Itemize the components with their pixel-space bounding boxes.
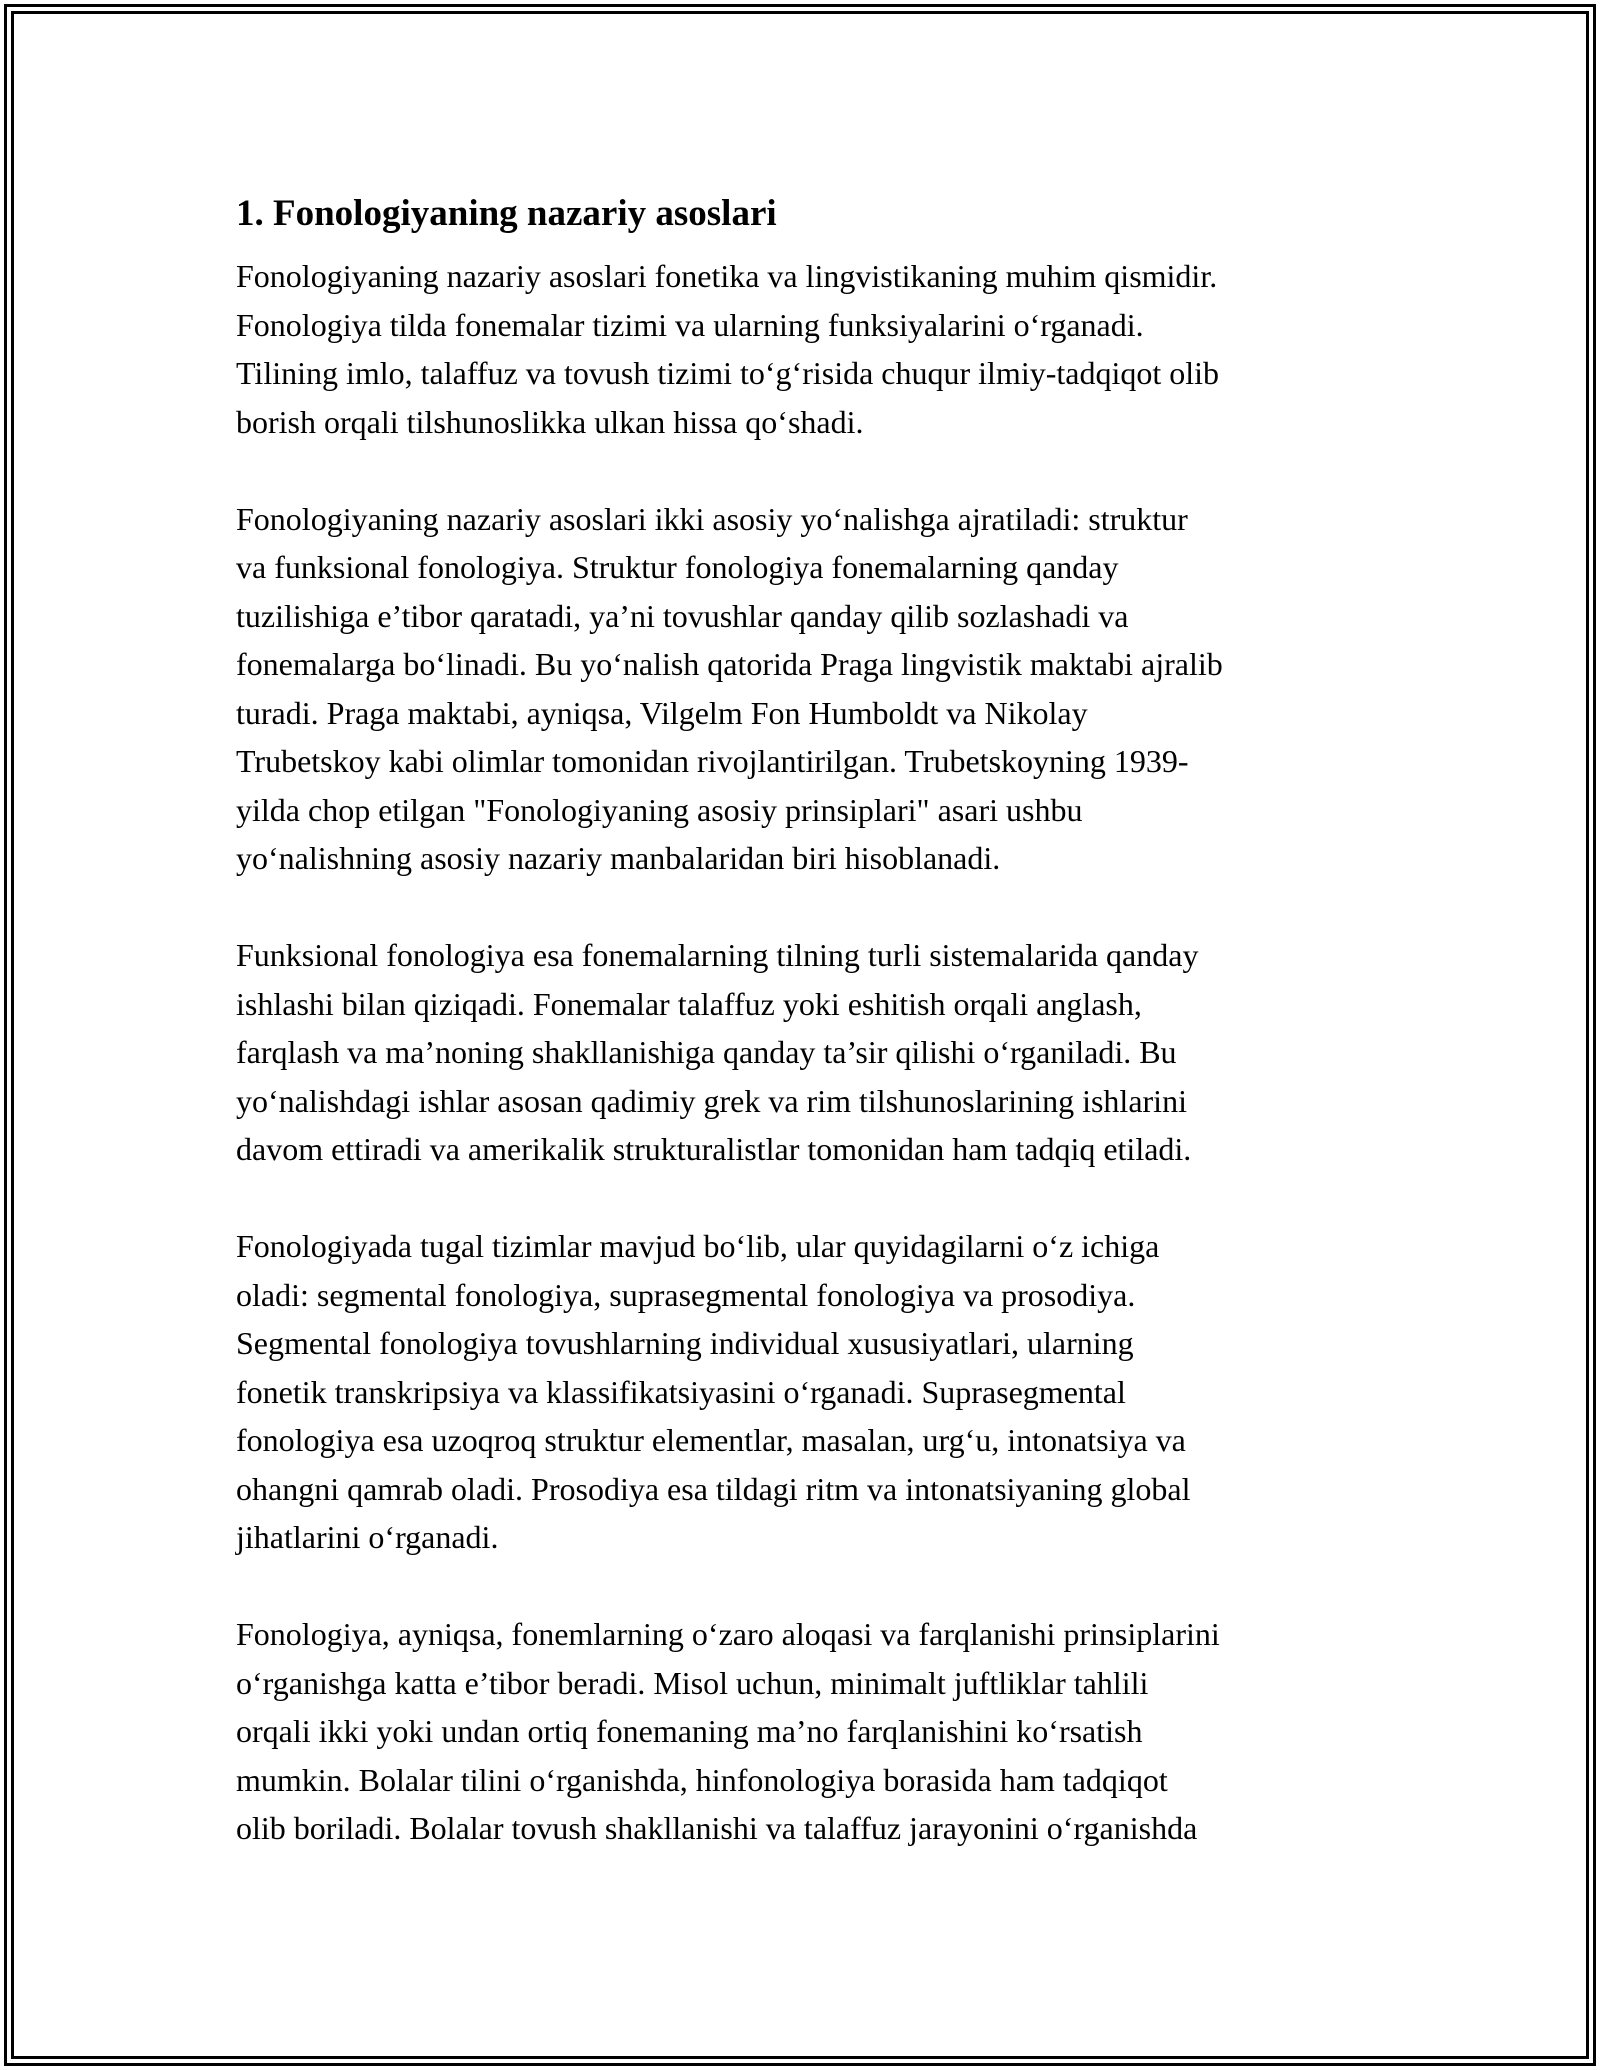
document-body — [236, 186, 1386, 1901]
paragraph-5: Fonologiya, ayniqsa, fonemlarning o‘zaro aloqasi va farqlanishi prinsiplarini o‘rganishga katta e’tibor beradi. Misol uchun, minimalt juftliklar tahlili orqali ikki yoki undan ortiq fonemaning ma’no farqlanishini ko‘rsatish mumkin. Bolalar tilini o‘rganishda, hinfonologiya borasida ham tadqiqot olib boriladi. Bolalar tovush shakllanishi va talaffuz jarayonini o‘rganishda — [236, 1616, 1220, 1846]
paragraph-2: Fonologiyaning nazariy asoslari ikki asosiy yo‘nalishga ajratiladi: struktur va funksional fonologiya. Struktur fonologiya fonemalarning qanday tuzilishiga e’tibor qaratadi, ya’ni tovushlar qanday qilib sozlashadi va fonemalarga bo‘linadi. Bu yo‘nalish qatorida Praga lingvistik maktabi ajralib turadi. Praga maktabi, ayniqsa, Vilgelm Fon Humboldt va Nikolay Trubetskoy kabi olimlar tomonidan rivojlantirilgan. Trubetskoyning 1939- yilda chop etilgan "Fonologiyaning asosiy prinsiplari" asari ushbu yo‘nalishning asosiy nazariy manbalaridan biri hisoblanadi. — [236, 500, 1223, 876]
section-heading: 1. Fonologiyaning nazariy asoslari — [236, 193, 777, 234]
paragraph-4: Fonologiyada tugal tizimlar mavjud bo‘lib, ular quyidagilarni o‘z ichiga oladi: segmental fonologiya, suprasegmental fonologiya va prosodiya. Segmental fonologiya tovushlarning individual xususiyatlari, ularning fonetik transkripsiya va klassifikatsiyasini o‘rganadi. Suprasegmental fonologiya esa uzoqroq struktur elementlar, masalan, urg‘u, intonatsiya va ohangni qamrab oladi. Prosodiya esa tildagi ritm va intonatsiyaning global jihatlarini o‘rganadi. — [236, 1228, 1191, 1555]
paragraph-1: Fonologiyaning nazariy asoslari fonetika va lingvistikaning muhim qismidir. Fonologiya tilda fonemalar tizimi va ularning funksiyalarini o‘rganadi. Tilining imlo, talaffuz va tovush tizimi to‘g‘risida chuqur ilmiy-tadqiqot olib borish orqali tilshunoslikka ulkan hissa qo‘shadi. — [236, 258, 1220, 440]
paragraph-3: Funksional fonologiya esa fonemalarning tilning turli sistemalarida qanday ishlashi bilan qiziqadi. Fonemalar talaffuz yoki eshitish orqali anglash, farqlash va ma’noning shakllanishiga qanday ta’sir qilishi o‘rganiladi. Bu yo‘nalishdagi ishlar asosan qadimiy grek va rim tilshunoslarining ishlarini davom ettiradi va amerikalik strukturalistlar tomonidan ham tadqiq etiladi. — [236, 937, 1199, 1167]
